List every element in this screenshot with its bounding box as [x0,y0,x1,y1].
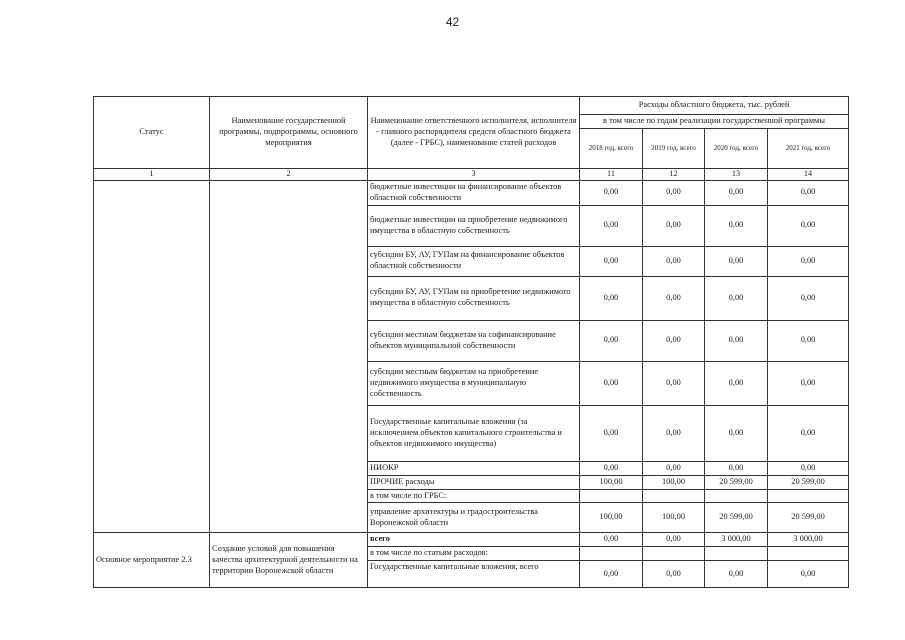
value-2018 [580,489,643,503]
value-2020: 3 000,00 [705,533,768,547]
value-2021: 0,00 [768,320,849,361]
column-number: 12 [643,169,705,181]
value-2021: 0,00 [768,205,849,246]
expense-item-name: субсидии БУ, АУ, ГУПам на приобретение недвижимого имущества в областную собственность [368,276,580,320]
header-expenses: Расходы областного бюджета, тыс. рублей [580,97,849,115]
value-2019: 100,00 [643,475,705,489]
expense-item-name: бюджетные инвестиции на приобретение недвижимого имущества в областную собственность [368,205,580,246]
header-executor: Наименование ответственного исполнителя, исполнителя - главного распорядителя средств областного бюджета (далее - ГРБС), наименование статей расходов [368,97,580,169]
expense-item-name: Государственные капитальные вложения, всего [368,561,580,588]
value-2019: 0,00 [643,361,705,405]
value-2020: 0,00 [705,405,768,461]
expense-item-name: субсидии местным бюджетам на приобретение недвижимого имущества в муниципальную собственность [368,361,580,405]
value-2019: 0,00 [643,276,705,320]
value-2021: 0,00 [768,561,849,588]
column-number: 14 [768,169,849,181]
header-by-years: в том числе по годам реализации государственной программы [580,115,849,129]
table-row [94,533,849,547]
value-2021: 0,00 [768,461,849,475]
value-2021: 0,00 [768,180,849,205]
value-2020: 0,00 [705,361,768,405]
value-2019: 0,00 [643,405,705,461]
value-2019 [643,547,705,561]
value-2019: 0,00 [643,205,705,246]
value-2021: 0,00 [768,405,849,461]
expense-item-name: в том числе по ГРБС: [368,489,580,503]
value-2020: 0,00 [705,320,768,361]
value-2018: 0,00 [580,405,643,461]
expense-item-name: субсидии БУ, АУ, ГУПам на финансирование объектов областной собственности [368,246,580,276]
header-status: Статус [94,97,210,169]
value-2018: 100,00 [580,503,643,533]
program-cell-empty [210,180,368,533]
header-year-2020: 2020 год, всего [705,129,768,169]
expense-item-name: субсидии местным бюджетам на софинансирование объектов муниципальной собственности [368,320,580,361]
value-2021: 0,00 [768,276,849,320]
value-2019: 0,00 [643,461,705,475]
value-2021: 20 599,00 [768,475,849,489]
value-2019: 0,00 [643,246,705,276]
value-2020: 0,00 [705,205,768,246]
value-2020: 0,00 [705,246,768,276]
value-2021: 20 599,00 [768,503,849,533]
value-2018: 0,00 [580,246,643,276]
value-2018: 0,00 [580,320,643,361]
value-2019: 100,00 [643,503,705,533]
value-2021: 3 000,00 [768,533,849,547]
value-2021 [768,547,849,561]
value-2018: 0,00 [580,561,643,588]
value-2019: 0,00 [643,320,705,361]
expense-item-name: в том числе по статьям расходов: [368,547,580,561]
expense-item-name: управление архитектуры и градостроительства Воронежской области [368,503,580,533]
value-2018 [580,547,643,561]
column-number: 3 [368,169,580,181]
value-2018: 0,00 [580,533,643,547]
header-year-2019: 2019 год, всего [643,129,705,169]
value-2019 [643,489,705,503]
budget-table [93,96,849,588]
value-2021 [768,489,849,503]
value-2018: 100,00 [580,475,643,489]
measure-status: Основное мероприятие 2.3 [94,533,210,588]
page-number: 42 [445,15,460,29]
value-2020 [705,489,768,503]
value-2018: 0,00 [580,361,643,405]
expense-item-name: бюджетные инвестиции на финансирование объектов областной собственности [368,180,580,205]
value-2020 [705,547,768,561]
value-2020: 0,00 [705,461,768,475]
value-2020: 0,00 [705,180,768,205]
value-2019: 0,00 [643,533,705,547]
value-2018: 0,00 [580,180,643,205]
expense-item-name: Государственные капитальные вложения (за исключением объектов капитального строительства и объектов недвижимого имущества) [368,405,580,461]
value-2021: 0,00 [768,246,849,276]
expense-item-name: НИОКР [368,461,580,475]
table-row [94,180,849,205]
column-number: 11 [580,169,643,181]
measure-title: Создание условий для повышения качества архитектурной деятельности на территории Воронежской области [210,533,368,588]
column-number-row [94,169,849,181]
value-2018: 0,00 [580,276,643,320]
expense-item-name: ПРОЧИЕ расходы [368,475,580,489]
value-2020: 0,00 [705,276,768,320]
column-number: 13 [705,169,768,181]
measure-total-label: всего [368,533,580,547]
value-2020: 20 599,00 [705,503,768,533]
value-2019: 0,00 [643,180,705,205]
value-2019: 0,00 [643,561,705,588]
column-number: 1 [94,169,210,181]
value-2020: 0,00 [705,561,768,588]
column-number: 2 [210,169,368,181]
value-2018: 0,00 [580,205,643,246]
header-program-name: Наименование государственной программы, подпрограммы, основного мероприятия [210,97,368,169]
header-year-2021: 2021 год, всего [768,129,849,169]
status-cell-empty [94,180,210,533]
value-2018: 0,00 [580,461,643,475]
header-year-2018: 2018 год, всего [580,129,643,169]
value-2021: 0,00 [768,361,849,405]
value-2020: 20 599,00 [705,475,768,489]
